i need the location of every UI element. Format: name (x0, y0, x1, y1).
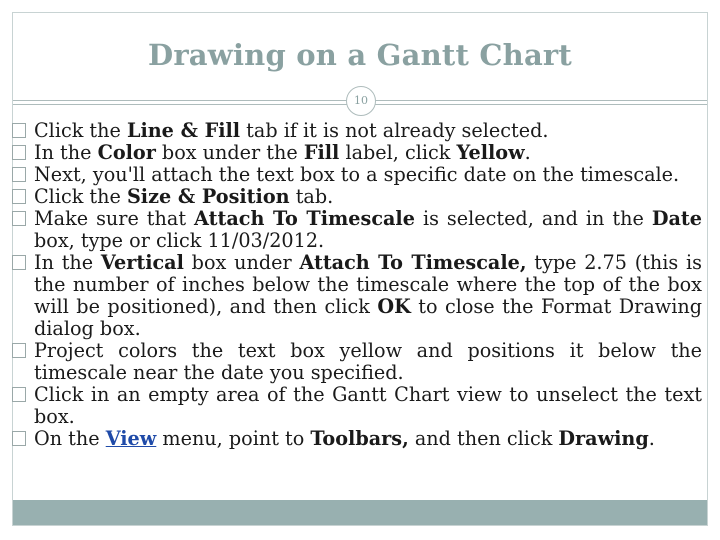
page-number-badge: 10 (346, 86, 376, 116)
bullet-text: . (524, 141, 531, 164)
square-bullet-icon (12, 211, 26, 226)
bullet-text: tab if it is not already selected. (240, 119, 549, 142)
bullet-item (12, 186, 702, 208)
bullet-text: Click the (34, 185, 127, 208)
square-bullet-icon (12, 123, 26, 138)
bullet-item (12, 340, 702, 384)
bullet-item (12, 142, 702, 164)
bullet-item (12, 208, 702, 252)
bold-term: Line & Fill (126, 119, 241, 142)
bullet-list (12, 120, 702, 450)
bullet-item (12, 428, 702, 450)
bullet-item (12, 252, 702, 340)
bullet-text: and then click (408, 427, 559, 450)
bullet-text: box, type or click 11/03/2012. (34, 229, 325, 252)
bold-term: OK (377, 295, 411, 318)
square-bullet-icon (12, 145, 26, 160)
square-bullet-icon (12, 343, 26, 358)
bullet-text: Make sure that (34, 207, 195, 230)
bullet-text: box under the (155, 141, 304, 164)
footer-band (13, 500, 707, 525)
square-bullet-icon (12, 255, 26, 270)
square-bullet-icon (12, 189, 26, 204)
bold-term: Toolbars, (310, 427, 409, 450)
bold-term: Fill (303, 141, 340, 164)
bullet-text: Click in an empty area of the Gantt Chart view to unselect the text box. (34, 383, 702, 428)
bullet-text: to close the Format Drawing dialog box. (34, 295, 702, 340)
bold-term: Attach To Timescale (194, 207, 415, 230)
bold-term: Yellow (456, 141, 525, 164)
bullet-text: In the (34, 251, 101, 274)
bold-term: Drawing (558, 427, 649, 450)
bullet-item (12, 120, 702, 142)
bold-term: Attach To Timescale, (299, 251, 527, 274)
bullet-text: tab. (289, 185, 334, 208)
bold-term: Size & Position (126, 185, 290, 208)
bullet-text: In the (34, 141, 98, 164)
bullet-text: menu, point to (156, 427, 311, 450)
bullet-item (12, 164, 702, 186)
bold-term: Vertical (100, 251, 184, 274)
bullet-text: label, click (339, 141, 457, 164)
bullet-text: . (648, 427, 655, 450)
view-menu-link[interactable]: View (105, 427, 157, 450)
bullet-text: Click the (34, 119, 127, 142)
bullet-text: Project colors the text box yellow and positions it below the timescale near the date you specified. (34, 339, 702, 384)
square-bullet-icon (12, 387, 26, 402)
bullet-item (12, 384, 702, 428)
bold-term: Color (97, 141, 156, 164)
bold-term: Date (651, 207, 702, 230)
bullet-text: box under (183, 251, 300, 274)
square-bullet-icon (12, 431, 26, 446)
bullet-text: is selected, and in the (414, 207, 652, 230)
bullet-text: type 2.75 (this is the number of inches below the timescale where the top of the box will be positioned), and then click (34, 251, 703, 318)
slide-title: Drawing on a Gantt Chart (147, 38, 573, 72)
bullet-text: Next, you'll attach the text box to a specific date on the timescale. (34, 163, 680, 186)
bullet-text: On the (34, 427, 106, 450)
square-bullet-icon (12, 167, 26, 182)
